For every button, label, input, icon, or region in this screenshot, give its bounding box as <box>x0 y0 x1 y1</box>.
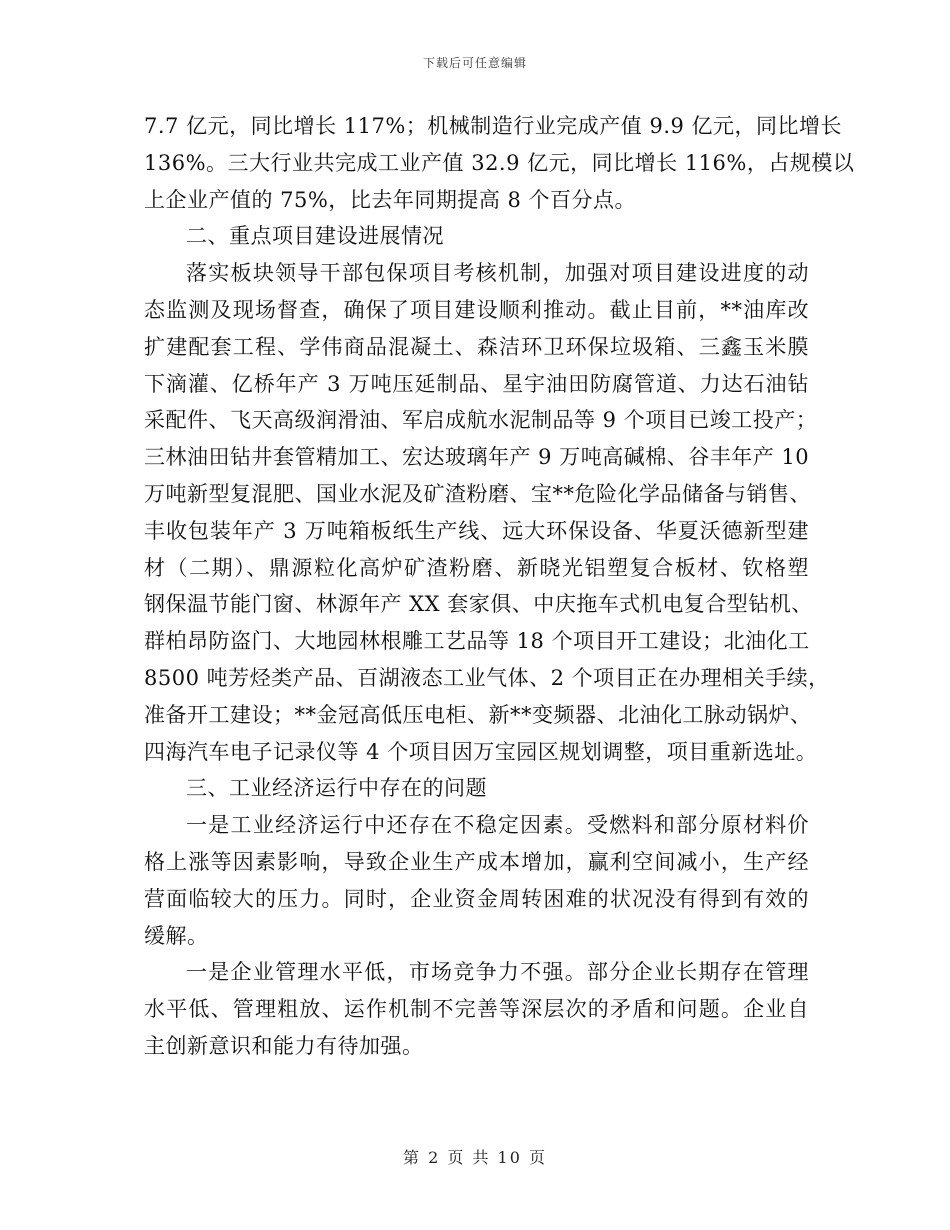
body-text-line: 落实板块领导干部包保项目考核机制，加强对项目建设进度的动 <box>186 261 809 286</box>
page-number-footer: 第 2 页 共 10 页 <box>403 1148 547 1167</box>
body-text-line: 群柏昂防盗门、大地园林根雕工艺品等 18 个项目开工建设；北油化工 <box>144 629 810 654</box>
body-text-line: 丰收包装年产 3 万吨箱板纸生产线、远大环保设备、华夏沃德新型建 <box>144 518 809 543</box>
body-text-line: 材（二期）、鼎源粒化高炉矿渣粉磨、新晓光铝塑复合板材、钦格塑 <box>144 555 809 580</box>
body-text-line: 万吨新型复混肥、国业水泥及矿渣粉磨、宝**危险化学品储备与销售、 <box>144 481 811 506</box>
body-text-line: 缓解。 <box>144 923 209 948</box>
body-text-line: 136%。三大行业共完成工业产值 32.9 亿元，同比增长 116%，占规模以 <box>144 150 855 175</box>
body-text-line: 扩建配套工程、学伟商品混凝土、森洁环卫环保垃圾箱、三鑫玉米膜 <box>144 334 809 359</box>
body-text-line: 主创新意识和能力有待加强。 <box>144 1033 424 1058</box>
body-text-line: 一是工业经济运行中还存在不稳定因素。受燃料和部分原材料价 <box>186 813 809 838</box>
body-text-line: 三林油田钻井套管精加工、宏达玻璃年产 9 万吨高碱棉、谷丰年产 10 <box>144 445 810 470</box>
body-text-line: 四海汽车电子记录仪等 4 个项目因万宝园区规划调整，项目重新选址。 <box>144 739 818 764</box>
body-text-line: 态监测及现场督查，确保了项目建设顺利推动。截止目前，**油库改 <box>144 297 809 322</box>
document-body <box>144 108 855 1065</box>
body-text-line: 营面临较大的压力。同时，企业资金周转困难的状况没有得到有效的 <box>144 886 809 911</box>
body-text-line: 水平低、管理粗放、运作机制不完善等深层次的矛盾和问题。企业自 <box>144 997 809 1022</box>
body-text-line: 二、重点项目建设进展情况 <box>186 224 444 249</box>
body-text-line: 准备开工建设；**金冠高低压电柜、新**变频器、北油化工脉动锅炉、 <box>144 702 812 727</box>
body-text-line: 三、工业经济运行中存在的问题 <box>186 776 487 801</box>
body-text-line: 下滴灌、亿桥年产 3 万吨压延制品、星宇油田防腐管道、力达石油钻 <box>144 371 809 396</box>
body-text-line: 8500 吨芳烃类产品、百湖液态工业气体、2 个项目正在办理相关手续， <box>144 665 830 690</box>
body-text-line: 上企业产值的 75%，比去年同期提高 8 个百分点。 <box>144 187 637 212</box>
body-text-line: 7.7 亿元，同比增长 117%；机械制造行业完成产值 9.9 亿元，同比增长 <box>144 114 843 138</box>
body-text-line: 格上涨等因素影响，导致企业生产成本增加，赢利空间减小，生产经 <box>144 849 809 874</box>
page-header: 下载后可任意编辑 <box>422 56 527 70</box>
body-text-line: 采配件、飞天高级润滑油、军启成航水泥制品等 9 个项目已竣工投产； <box>144 408 818 433</box>
body-text-line: 一是企业管理水平低，市场竞争力不强。部分企业长期存在管理 <box>186 960 809 985</box>
body-text-line: 钢保温节能门窗、林源年产 XX 套家俱、中庆拖车式机电复合型钻机、 <box>144 592 813 617</box>
